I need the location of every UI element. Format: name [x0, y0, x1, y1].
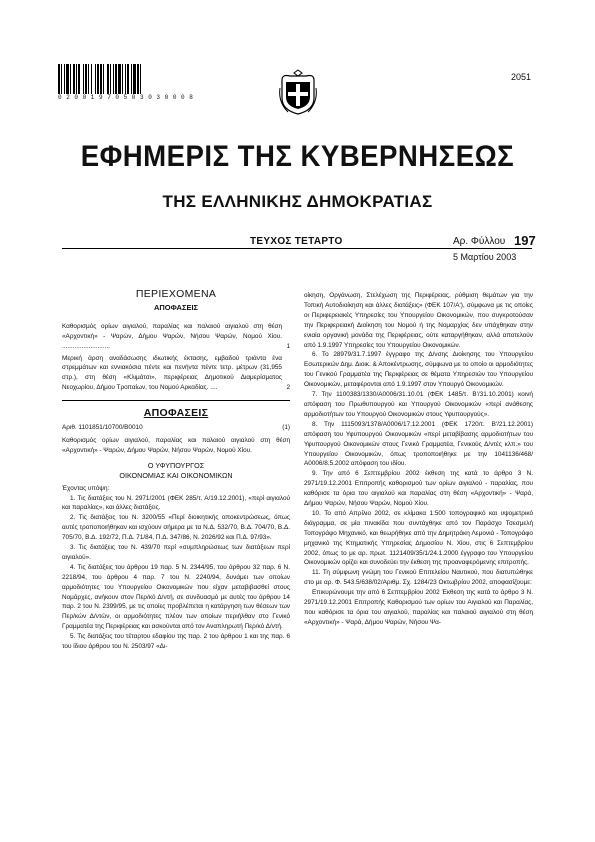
decision-paragraph: οίκηση, Οργάνωση, Στελέχωση της Περιφέρειας, ρύθμιση θεμάτων για την Τοπική Αυτοδιοίκηση και άλλες διατάξεις» (ΦΕΚ 107/Α'), σύμφωνα με τις οποίες οι Περιφερειακές Υπηρεσίες του Υπουργείου Οικονομικών, που συγκροτούσαν την Περιφερειακή Διοίκηση του Νομού ή της Νομαρχίας δεν υπάχθηκαν στην ενιαία οργανική μονάδα της Περιφέρειας, ούτε καταργήθηκαν, αλλά αποτελούν από 1.9.1997 Υπηρεσίες του Υπουργείου Οικονομικών.: [304, 292, 533, 349]
decision-subject: Καθορισμός ορίων αιγιαλού, παραλίας και παλαιού αιγιαλού στη θέση «Αρχοντική» - Ψαρών, Δήμου Ψαρών, Νήσου Ψαρών, Νομού Χίου.: [62, 436, 290, 454]
header-divider: [62, 248, 532, 249]
page-number: 2051: [510, 72, 531, 82]
section-divider: [62, 400, 290, 401]
decisions-heading: ΑΠΟΦΑΣΕΙΣ: [143, 407, 209, 420]
gazette-title: ΕΦΗΜΕΡΙΣ ΤΗΣ ΚΥΒΕΡΝΗΣΕΩΣ: [80, 140, 515, 173]
right-column: [304, 291, 533, 628]
authority-line-1: Ο ΥΦΥΠΟΥΡΓΟΣ: [147, 460, 205, 470]
decision-paragraph: 6. Το 28979/31.7.1997 έγγραφο της Δ/νσης Διοίκησης του Υπουργείου Εσωτερικών Δημ. Διοικ. & Αποκέντρωσης, σύμφωνα με το οποίο οι αρμοδιότητες του Γενικού Γραμματέα της Περιφέρειας σε θέματα Υπηρεσιών του Υπουργείου Οικονομικών, μεταφέρονται από 1.9.1997 στον Υπουργό Οικονομικών.: [304, 351, 533, 389]
decision-ref-number: Αριθ. 1101851/10700/Β0010: [62, 424, 143, 432]
decision-paragraph: Επικυρώνουμε την από 6 Σεπτεμβρίου 2002 Έκθεση της κατά το άρθρο 3 Ν. 2971/19.12.2001 Επιτροπής Καθορισμού των ορίων του Αιγιαλού και Παραλίας, που καθόρισε τα όρια του αιγιαλού, παραλίας και παλαιού αιγιαλού στη θέση «Αρχοντική» - Ψαρά, Δήμου Ψαρών, Νήσου Ψα-: [304, 589, 533, 626]
decision-index: (1): [282, 424, 290, 432]
barcode: [58, 64, 188, 94]
contents-item-page: 1: [286, 342, 290, 350]
decision-reference: [62, 423, 290, 433]
gazette-subtitle: ΤΗΣ ΕΛΛΗΝΙΚΗΣ ΔΗΜΟΚΡΑΤΙΑΣ: [162, 192, 433, 211]
decision-intro: Έχοντας υπόψη:: [62, 484, 110, 492]
decision-paragraph: 1. Τις διατάξεις του Ν. 2971/2001 (ΦΕΚ 285/τ. Α/19.12.2001), «περί αιγιαλού και παραλίας», και άλλες διατάξεις.: [62, 494, 290, 512]
decision-paragraph: 5. Τις διατάξεις του τέταρτου εδαφίου της παρ. 2 του άρθρου 1 και της παρ. 6 του ίδιου άρθρου του Ν. 2503/97 «Δι-: [62, 633, 290, 651]
contents-title: ΠΕΡΙΕΧΟΜΕΝΑ: [135, 288, 217, 300]
decision-paragraph: 11. Τη σύμφωνη γνώμη του Γενικού Επιτελείου Ναυτικού, που διατυπώθηκε στο με αρ. Φ. 543.5/638/02/Αριθμ. Σχ. 1284/23 Οκτωβρίου 2002, αποφασίζουμε:: [304, 569, 533, 587]
sheet-number: 197: [514, 233, 536, 248]
sheet-label: Αρ. Φύλλου: [453, 236, 506, 247]
contents-section: ΑΠΟΦΑΣΕΙΣ: [153, 302, 199, 312]
contents-item-text: Καθορισμός ορίων αιγιαλού, παραλίας και παλαιού αιγιαλού στη θέση «Αρχοντική» - Ψαρών, Δήμου Ψαρών, Νήσου Ψαρών, Νομού Χίου. ...........................: [62, 322, 282, 350]
barcode-number: 0 2 0 0 1 9 7 0 5 0 3 0 3 0 0 0 8: [58, 94, 194, 101]
contents-item-text: Μερική άρση αναδάσωσης ιδιωτικής έκτασης, εμβαδού τριάντα ένα στρεμμάτων και εννιακόσια πέντε και πενήντα πέντε τετρ. μέτρων (31,955 στρ.), στη θέση «Κλιμάτσι», περιφέρειας Δημοτικού Διαμερίσματος Νεοχωρίου, Δήμου Τροπαίων, του Νομού Αρκαδίας. ....: [62, 354, 282, 392]
decision-paragraph: 7. Την 1100383/1330/Α0006/31.10.01 (ΦΕΚ 1485/τ. Β'/31.10.2001) κοινή απόφαση του Πρωθυπουργού και Υπουργού Οικονομικών «περί ανάθεσης αρμοδιοτήτων του Υπουργού Οικονομικών στους Υφυπουργούς».: [304, 391, 533, 418]
decision-paragraph: 4. Τις διατάξεις του άρθρου 19 παρ. 5 Ν. 2344/95, του άρθρου 32 παρ. 6 Ν. 2218/94, του άρθρου 4 παρ. 7 του Ν. 2240/94, δυνάμει των οποίων αρμοδιότητες του Υπουργείου Οικονομικών που είχαν μεταβιβασθεί στους Νομάρχες, ανήκουν στον Περ/κό Δ/ντή, σε συνδυασμό με αυτές του άρθρου 14 παρ. 2 του Ν. 2399/95, με τις οποίες προβλέπεται η κατάργηση των θέσεων των Περ/κών Δ/ντών, οι αρμοδιότητες πλέον των οποίων περιήλθαν στο Γενικό Γραμματέα της Περιφέρειας και ασκούνται από τον Αναπληρωτή Περ/κό Δ/ντή.: [62, 563, 290, 631]
decision-paragraph: 3. Τις διατάξεις του Ν. 439/70 περί «συμπληρώσεως των διατάξεων περί αιγιαλού».: [62, 544, 290, 561]
left-column: [62, 290, 290, 652]
decision-paragraph: 2. Τις διατάξεις του Ν. 3200/55 «Περί διοικητικής αποκεντρώσεως, όπως αυτές τροποποιήθηκαν και ισχύουν σήμερα με τα Ν.Δ. 532/70, Β.Δ. 704/70, Β.Δ. 705/70, Β.Δ. 192/72, Π.Δ. 71/84, Π.Δ. 347/86, Ν. 2026/92 και Π.Δ. 97/93».: [62, 514, 290, 542]
authority-line-2: ΟΙΚΟΝΟΜΙΑΣ ΚΑΙ ΟΙΚΟΝΟΜΙΚΩΝ: [119, 470, 233, 480]
greek-coat-of-arms-icon: [278, 68, 318, 116]
contents-item: [62, 322, 290, 352]
decision-paragraph: 8. Την 1115093/1378/Α0006/17.12.2001 (ΦΕΚ 1720/τ. Β'/21.12.2001) απόφαση του Υφυπουργού Οικονομικών «περί μεταβίβασης αρμοδιοτήτων του Υφυπουργού Οικονομικών στους Γενικό Γραμματέα, Γενικούς Δ/ντές κλπ.» του Υπουργείου Οικονομικών, όπως τροποποιήθηκε με την 1041136/468/Α0006/8.5.2002 απόφαση του ιδίου.: [304, 420, 533, 468]
decision-paragraph: 10. Το από Απρίλιο 2002, σε κλίμακα 1:500 τοπογραφικό και υψομετρικό διάγραμμα, σε μία πινακίδα που συντάχθηκε από τον Παράσχο Τσεσμελή Τοπογράφο Μηχανικό, και θεωρήθηκε από την Δημητράκη Λεμονιά - Τοπογράφο μηχανικό της Κτηματικής Υπηρεσίας Δημοσίου Ν. Χίου, στις 6 Σεπτεμβρίου 2002, όπως το με αρ. πρωτ. 1121409/35/1/24.1.2000 έγγραφο του Υπουργείου Οικονομικών ορίζει και συνοδεύει την έκθεση της προαναφερόμενης επιτροπής.: [304, 509, 533, 567]
contents-item: [62, 354, 290, 394]
issue-label: ΤΕΥΧΟΣ ΤΕΤΑΡΤΟ: [250, 236, 343, 247]
issue-date: 5 Μαρτίου 2003: [453, 252, 517, 262]
contents-item-page: 2: [286, 384, 290, 392]
decision-paragraph: 9. Την από 6 Σεπτεμβρίου 2002 έκθεση της κατά το άρθρο 3 Ν. 2971/19.12.2001 Επιτροπής καθορισμού των ορίων αιγιαλού - παραλίας, που καθόρισε τα όρια του αιγιαλού και παραλίας στη θέση «Αρχοντική» - Ψαρά, Δήμου Ψαρών, Νήσου Ψαρών, Νομού Χίου.: [304, 470, 533, 508]
